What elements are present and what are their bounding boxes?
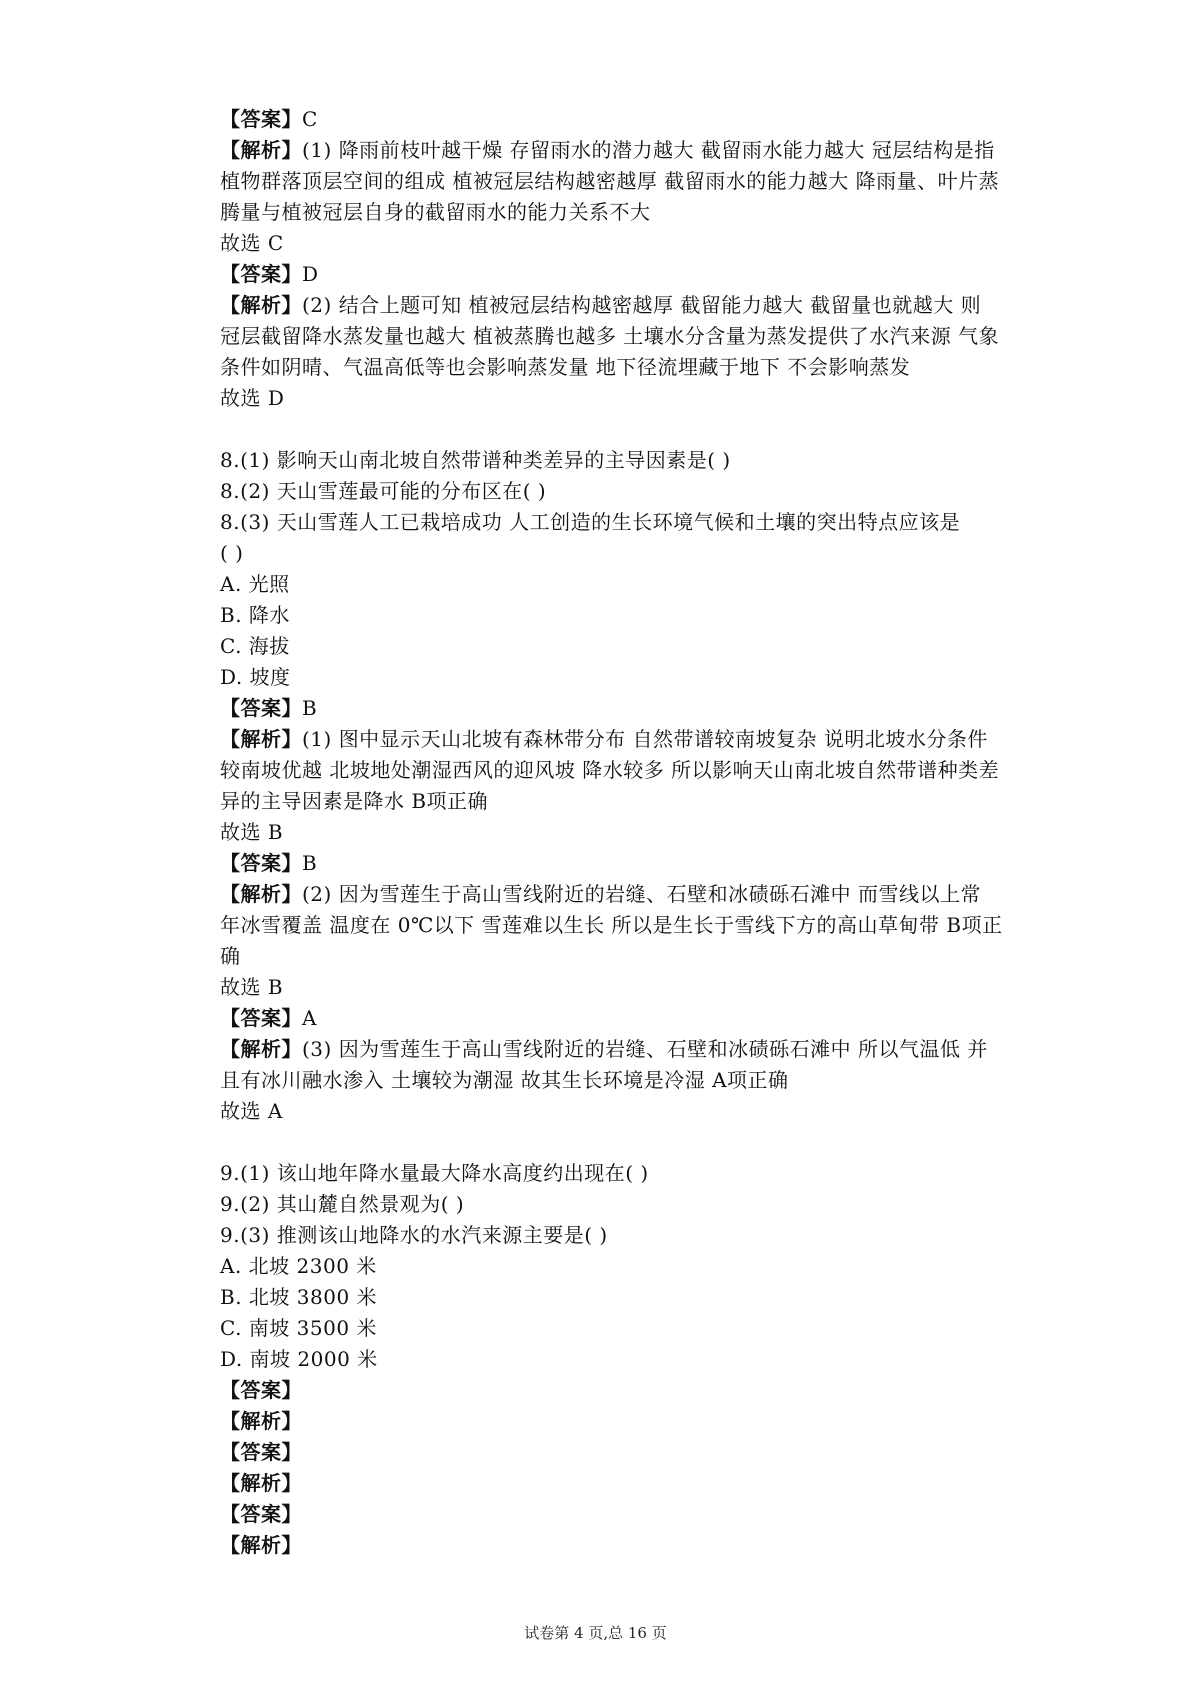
explanation-text: 且有冰川融水渗入 土壤较为潮湿 故其生长环境是冷湿 A项正确: [220, 1068, 789, 1092]
explanation-line: [220, 290, 1020, 321]
choice-line: 故选 B: [220, 820, 284, 844]
explanation-text: (1) 降雨前枝叶越干燥 存留雨水的潜力越大 截留雨水能力越大 冠层结构是指: [302, 138, 995, 162]
answer-value: A: [302, 1006, 317, 1030]
document-body: [220, 104, 1020, 1561]
explanation-text: 条件如阴晴、气温高低等也会影响蒸发量 地下径流埋藏于地下 不会影响蒸发: [220, 355, 911, 379]
spacer: [220, 1127, 1020, 1158]
explanation-tag: 【解析】: [220, 1471, 302, 1495]
answer-tag: 【答案】: [220, 262, 302, 286]
option-line: B. 降水: [220, 603, 290, 627]
explanation-text: 冠层截留降水蒸发量也越大 植被蒸腾也越多 土壤水分含量为蒸发提供了水汽来源 气象: [220, 324, 1000, 348]
answer-tag: 【答案】: [220, 1440, 302, 1464]
answer-value: B: [302, 696, 318, 720]
explanation-tag: 【解析】: [220, 138, 302, 162]
explanation-text: 腾量与植被冠层自身的截留雨水的能力关系不大: [220, 200, 651, 224]
answer-line: [220, 259, 1020, 290]
explanation-text: (1) 图中显示天山北坡有森林带分布 自然带谱较南坡复杂 说明北坡水分条件: [302, 727, 988, 751]
choice-line: 故选 A: [220, 1099, 283, 1123]
option-line: A. 光照: [220, 572, 290, 596]
choice-line: 故选 C: [220, 231, 284, 255]
choice-line: 故选 B: [220, 975, 284, 999]
option-line: A. 北坡 2300 米: [220, 1254, 377, 1278]
question-line: 8.(2) 天山雪莲最可能的分布区在( ): [220, 479, 547, 503]
question-line: 9.(3) 推测该山地降水的水汽来源主要是( ): [220, 1223, 608, 1247]
option-line: B. 北坡 3800 米: [220, 1285, 378, 1309]
question-line: 9.(1) 该山地年降水量最大降水高度约出现在( ): [220, 1161, 649, 1185]
explanation-tag: 【解析】: [220, 1037, 302, 1061]
question-line: 8.(3) 天山雪莲人工已栽培成功 人工创造的生长环境气候和土壤的突出特点应该是: [220, 510, 961, 534]
answer-line: [220, 1003, 1020, 1034]
spacer: [220, 414, 1020, 445]
answer-tag: 【答案】: [220, 1006, 302, 1030]
explanation-text: 较南坡优越 北坡地处潮湿西风的迎风坡 降水较多 所以影响天山南北坡自然带谱种类差: [220, 758, 1000, 782]
answer-tag: 【答案】: [220, 851, 302, 875]
explanation-line: [220, 135, 1020, 166]
option-line: D. 坡度: [220, 665, 291, 689]
explanation-text: 植物群落顶层空间的组成 植被冠层结构越密越厚 截留雨水的能力越大 降雨量、叶片蒸: [220, 169, 1000, 193]
explanation-line: [220, 879, 1020, 910]
answer-tag: 【答案】: [220, 1502, 302, 1526]
answer-tag: 【答案】: [220, 696, 302, 720]
explanation-text: 年冰雪覆盖 温度在 0℃以下 雪莲难以生长 所以是生长于雪线下方的高山草甸带 B项正: [220, 913, 1003, 937]
explanation-line: [220, 1034, 1020, 1065]
explanation-tag: 【解析】: [220, 1409, 302, 1433]
explanation-text: (2) 因为雪莲生于高山雪线附近的岩缝、石壁和冰碛砾石滩中 而雪线以上常: [302, 882, 982, 906]
answer-tag: 【答案】: [220, 107, 302, 131]
answer-value: D: [302, 262, 319, 286]
explanation-text: (2) 结合上题可知 植被冠层结构越密越厚 截留能力越大 截留量也就越大 则: [302, 293, 982, 317]
answer-line: [220, 848, 1020, 879]
explanation-text: 异的主导因素是降水 B项正确: [220, 789, 489, 813]
explanation-text: (3) 因为雪莲生于高山雪线附近的岩缝、石壁和冰碛砾石滩中 所以气温低 并: [302, 1037, 988, 1061]
explanation-line: [220, 724, 1020, 755]
answer-value: C: [302, 107, 318, 131]
answer-line: [220, 693, 1020, 724]
answer-value: B: [302, 851, 318, 875]
explanation-text: 确: [220, 944, 241, 968]
explanation-tag: 【解析】: [220, 293, 302, 317]
page-footer: 试卷第 4 页,总 16 页: [524, 1624, 667, 1642]
question-line: 8.(1) 影响天山南北坡自然带谱种类差异的主导因素是( ): [220, 448, 731, 472]
explanation-tag: 【解析】: [220, 1533, 302, 1557]
option-line: C. 南坡 3500 米: [220, 1316, 377, 1340]
explanation-tag: 【解析】: [220, 727, 302, 751]
question-line: 9.(2) 其山麓自然景观为( ): [220, 1192, 465, 1216]
option-line: C. 海拔: [220, 634, 290, 658]
question-line: ( ): [220, 541, 244, 565]
choice-line: 故选 D: [220, 386, 285, 410]
answer-line: [220, 104, 1020, 135]
answer-tag: 【答案】: [220, 1378, 302, 1402]
explanation-tag: 【解析】: [220, 882, 302, 906]
option-line: D. 南坡 2000 米: [220, 1347, 378, 1371]
